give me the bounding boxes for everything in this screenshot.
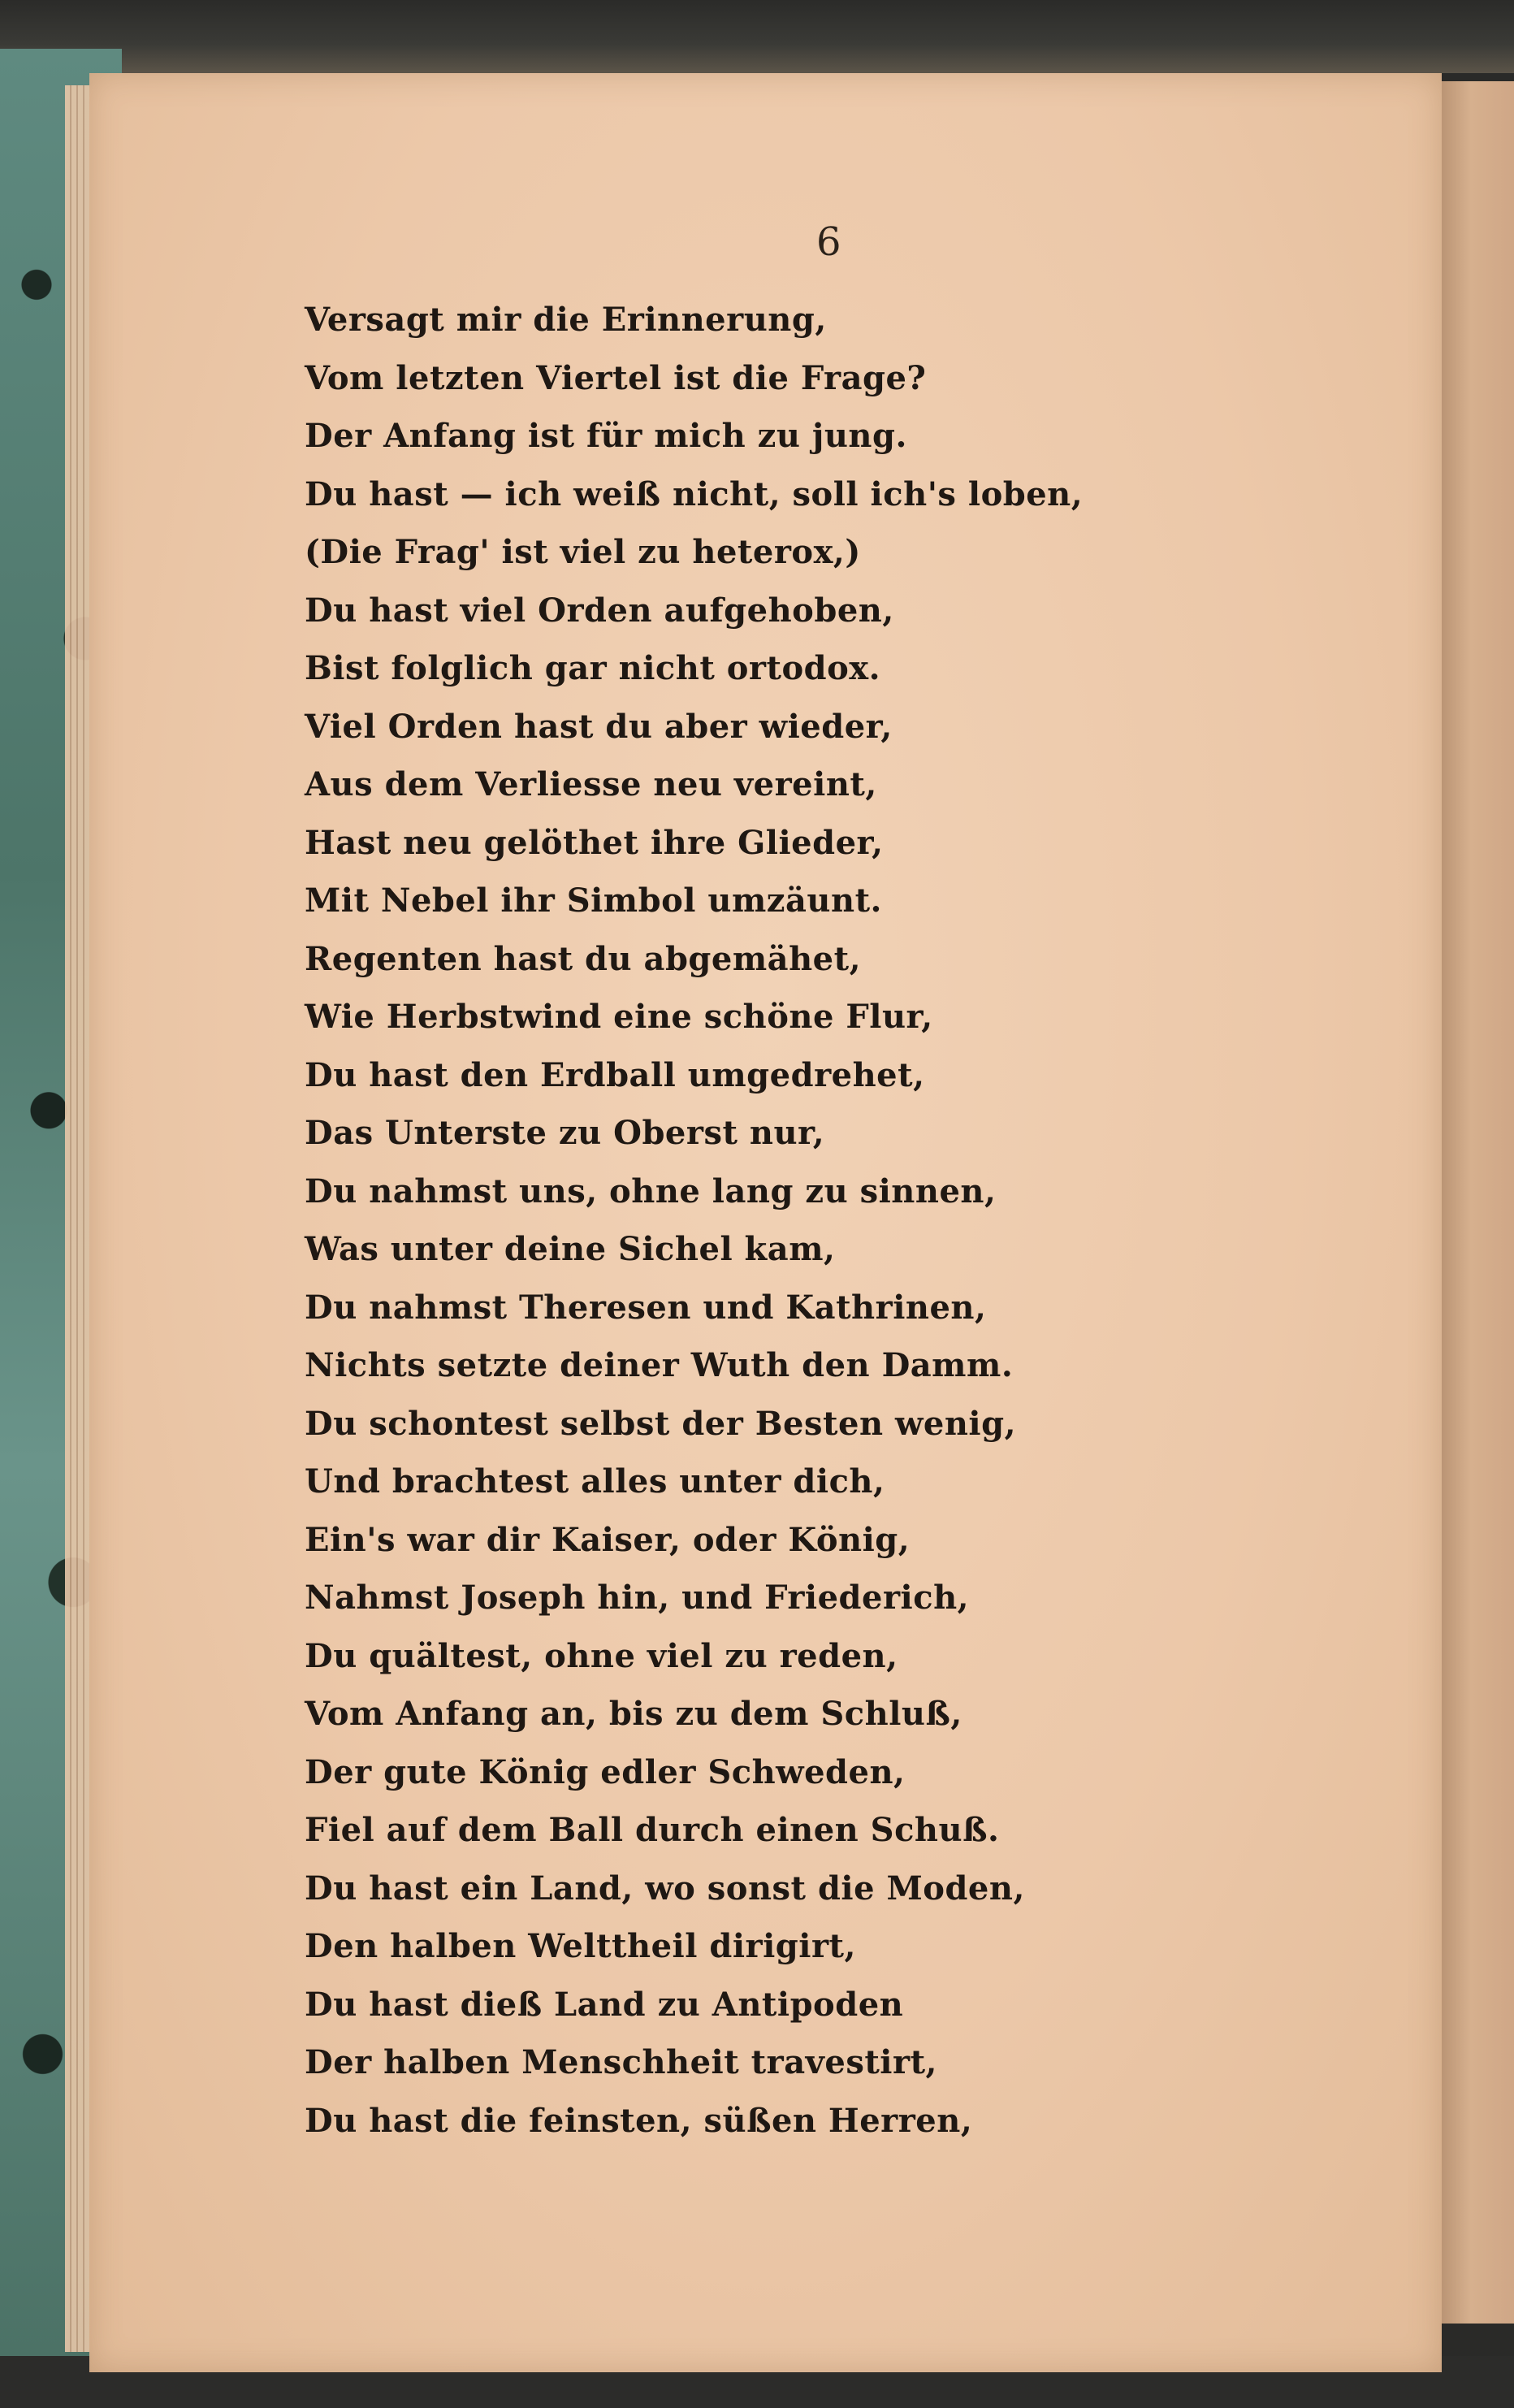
poem-line: Der Anfang ist für mich zu jung. xyxy=(305,417,907,455)
poem-line: Wie Herbstwind eine schöne Flur, xyxy=(305,998,933,1036)
poem-line: Der gute König edler Schweden, xyxy=(305,1752,906,1791)
poem-text xyxy=(305,291,1117,2150)
poem-line: Du hast den Erdball umgedrehet, xyxy=(305,1055,925,1094)
poem-line: Nahmst Joseph hin, und Friederich, xyxy=(305,1579,970,1617)
poem-line: (Die Frag' ist viel zu heterox,) xyxy=(305,533,861,571)
poem-line: Den halben Welttheil dirigirt, xyxy=(305,1927,856,1965)
poem-line: Du hast — ich weiß nicht, soll ich's loben, xyxy=(305,474,1084,513)
poem-line: Regenten hast du abgemähet, xyxy=(305,939,862,978)
poem-line: Du quältest, ohne viel zu reden, xyxy=(305,1636,898,1675)
poem-line: Du schontest selbst der Besten wenig, xyxy=(305,1404,1016,1443)
facing-page-edge xyxy=(1438,81,1514,2324)
book-top-edge xyxy=(0,0,1514,73)
poem-line: Und brachtest alles unter dich, xyxy=(305,1462,885,1501)
poem-line: Du hast viel Orden aufgehoben, xyxy=(305,591,894,630)
poem-line: Bist folglich gar nicht ortodox. xyxy=(305,649,881,687)
poem-line: Mit Nebel ihr Simbol umzäunt. xyxy=(305,881,882,920)
poem-line: Der halben Menschheit travestirt, xyxy=(305,2043,937,2081)
poem-line: Versagt mir die Erinnerung, xyxy=(305,301,827,339)
poem-line: Du hast dieß Land zu Antipoden xyxy=(305,1985,904,2024)
poem-line: Du hast ein Land, wo sonst die Moden, xyxy=(305,1869,1025,1908)
poem-line: Vom Anfang an, bis zu dem Schluß, xyxy=(305,1695,962,1733)
page-number: 6 xyxy=(816,219,841,265)
poem-line: Was unter deine Sichel kam, xyxy=(305,1230,836,1268)
poem-line: Du nahmst Theresen und Kathrinen, xyxy=(305,1288,987,1327)
poem-line: Aus dem Verliesse neu vereint, xyxy=(305,765,877,803)
poem-line: Du nahmst uns, ohne lang zu sinnen, xyxy=(305,1172,997,1210)
poem-line: Nichts setzte deiner Wuth den Damm. xyxy=(305,1346,1014,1384)
poem-line: Du hast die feinsten, süßen Herren, xyxy=(305,2101,973,2140)
poem-line: Vom letzten Viertel ist die Frage? xyxy=(305,358,927,397)
poem-line: Hast neu gelöthet ihre Glieder, xyxy=(305,823,884,862)
poem-line: Das Unterste zu Oberst nur, xyxy=(305,1114,825,1152)
poem-line: Viel Orden hast du aber wieder, xyxy=(305,707,893,746)
poem-line: Ein's war dir Kaiser, oder König, xyxy=(305,1520,911,1559)
poem-line: Fiel auf dem Ball durch einen Schuß. xyxy=(305,1811,1000,1849)
